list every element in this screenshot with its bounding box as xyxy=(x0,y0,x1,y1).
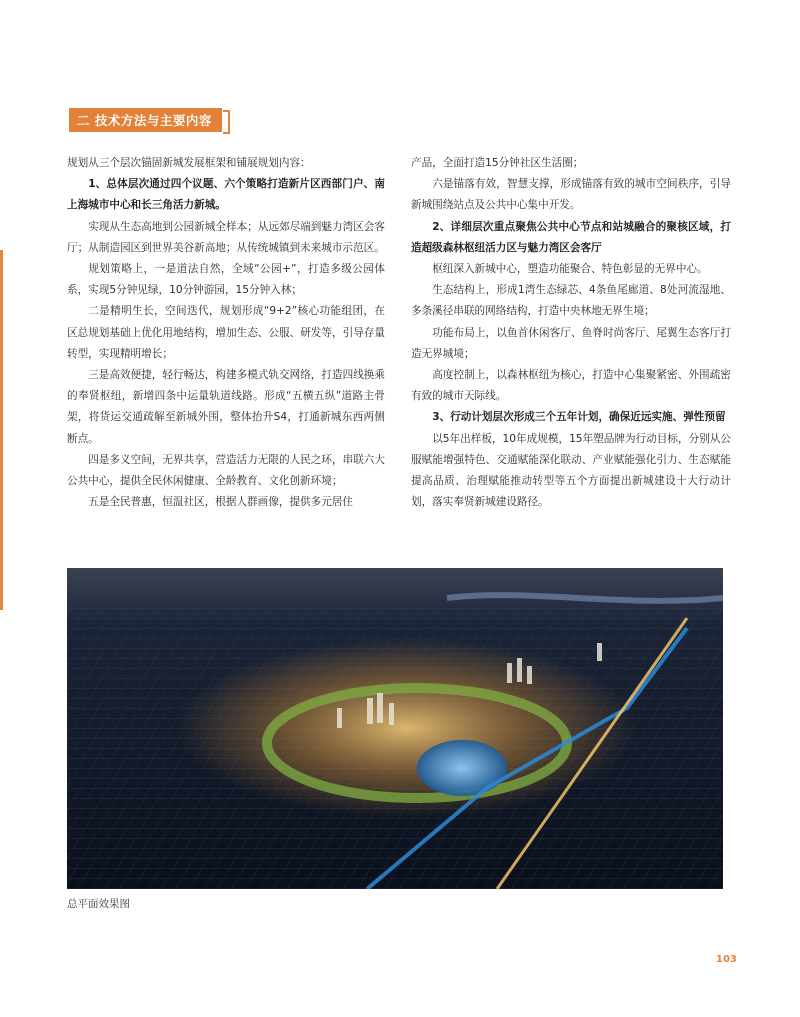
paragraph-heading-3: 3、行动计划层次形成三个五年计划，确保近远实施、弹性预留 xyxy=(432,411,726,424)
paragraph: 五是全民普惠，恒温社区，根据人群画像，提供多元居住 xyxy=(88,496,354,509)
paragraph: 二是精明生长，空间迭代，规划形成“9+2”核心功能组团，在区总规划基础上优化用地结构，增加生态、公服、研发等，引导存量转型，实现精明增长； xyxy=(67,305,385,360)
paragraph: 三是高效便捷，轻行畅达，构建多模式轨交网络，打造四线换乘的奉贤枢纽，新增四条中运量轨道线路。形成“五横五纵”道路主骨架，将货运交通疏解至新城外围，整体抬升S4，打通新城东西两侧断点。 xyxy=(67,369,385,445)
section-header xyxy=(69,108,222,132)
paragraph: 规划策略上，一是道法自然，全域“公园+”，打造多级公园体系，实现5分钟见绿，10分钟游园，15分钟入林； xyxy=(67,263,385,297)
page-edge-accent xyxy=(0,250,3,610)
image-caption: 总平面效果图 xyxy=(67,898,130,910)
paragraph: 实现从生态高地到公园新城全样本；从远郊尽端到魅力湾区会客厅；从制造园区到世界美谷新高地；从传统城镇到未来城市示范区。 xyxy=(67,220,385,254)
paragraph: 功能布局上，以鱼首休闲客厅、鱼脊时尚客厅、尾翼生态客厅打造无界城境； xyxy=(411,326,731,360)
paragraph-heading-2: 2、详细层次重点聚焦公共中心节点和站城融合的聚核区域，打造超级森林枢纽活力区与魅力湾区会客厅 xyxy=(411,220,731,254)
intro-paragraph: 规划从三个层次锚固新城发展框架和铺展规划内容： xyxy=(67,157,311,169)
paragraph: 枢纽深入新城中心，塑造功能聚合、特色彰显的无界中心。 xyxy=(432,263,708,276)
paragraph: 四是多义空间，无界共享，营造活力无限的人民之环，串联六大公共中心，提供全民休闲健康、全龄教育、文化创新环境； xyxy=(67,453,385,488)
aerial-night-city-illustration xyxy=(67,568,723,889)
paragraph: 高度控制上，以森林枢纽为核心，打造中心集聚紧密、外围疏密有致的城市天际线。 xyxy=(411,369,731,403)
right-text-column xyxy=(411,153,731,513)
paragraph: 以5年出样板，10年成规模，15年塑品牌为行动目标，分别从公服赋能增强特色、交通赋能深化联动、产业赋能强化引力、生态赋能提高品质、治理赋能推动转型等五个方面提出新城建设十大行动计划，落实奉贤新城建设路径。 xyxy=(411,432,731,509)
header-bracket-decoration xyxy=(223,110,230,134)
paragraph-continued: 产品，全面打造15分钟社区生活圈； xyxy=(411,157,584,169)
aerial-rendering-image xyxy=(67,568,723,889)
paragraph: 生态结构上，形成1湾生态绿芯、4条鱼尾廊道、8处河流湿地、多条溪径串联的网络结构，打造中央林地无界生境； xyxy=(411,284,731,318)
section-title: 二 技术方法与主要内容 xyxy=(77,113,212,128)
paragraph: 六是锚落有效，智慧支撑，形成锚落有致的城市空间秩序，引导新城围绕站点及公共中心集中开发。 xyxy=(411,178,731,212)
left-text-column xyxy=(67,153,385,513)
paragraph-heading-1: 1、总体层次通过四个议题、六个策略打造新片区西部门户、南上海城市中心和长三角活力新城。 xyxy=(67,178,385,212)
page-number: 103 xyxy=(716,954,737,965)
